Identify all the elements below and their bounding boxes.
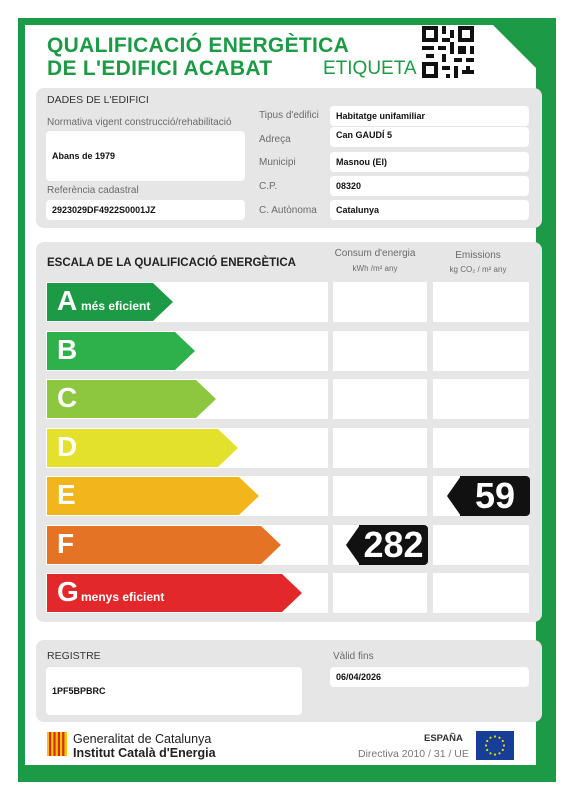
directive-label: Directiva 2010 / 31 / UE [358, 748, 469, 760]
valid-label: Vàlid fins [333, 651, 374, 662]
label-type: ETIQUETA [323, 58, 417, 79]
energy-class-letter: G [57, 576, 79, 607]
energy-class-arrow-g [47, 574, 302, 612]
emissions-cell [433, 428, 529, 468]
title-line-2: DE L'EDIFICI ACABAT [47, 57, 273, 80]
energy-class-letter: A [57, 285, 78, 316]
org-line-2: Institut Català d'Energia [73, 746, 216, 760]
registre-label: REGISTRE [47, 650, 101, 662]
consumption-cell [333, 331, 427, 371]
energy-class-subtitle: més eficient [81, 299, 151, 313]
org-line-1: Generalitat de Catalunya [73, 732, 212, 746]
ref-label: Referència cadastral [47, 185, 139, 196]
energy-class-letter: C [57, 382, 78, 413]
emissions-indicator [447, 476, 530, 516]
building-section-title: DADES DE L'EDIFICI [47, 94, 149, 106]
ref-value: 2923029DF4922S0001JZ [46, 200, 245, 220]
field-value-comunitat: Catalunya [330, 200, 529, 220]
field-value-adreca: Can GAUDÍ 5 [330, 127, 529, 147]
consumption-cell [333, 428, 427, 468]
consumption-header-2: kWh /m² any [352, 264, 398, 273]
energy-class-subtitle: menys eficient [81, 590, 165, 604]
field-value-municipi: Masnou (El) [330, 152, 529, 172]
scale-title: ESCALA DE LA QUALIFICACIÓ ENERGÈTICA [47, 257, 296, 269]
consumption-indicator [346, 525, 428, 565]
energy-class-arrow-b [47, 332, 195, 370]
field-label-adreca: Adreça [259, 134, 291, 145]
consumption-cell [333, 379, 427, 419]
energy-class-arrow-c [47, 380, 216, 418]
energy-class-letter: F [57, 527, 75, 559]
consumption-cell [333, 282, 427, 322]
energy-class-arrow-f [47, 526, 281, 564]
valid-value: 06/04/2026 [330, 667, 529, 687]
normativa-label: Normativa vigent construcció/rehabilitació [47, 117, 232, 128]
generalitat-flag-icon [47, 732, 67, 756]
emissions-header-1: Emissions [455, 250, 501, 261]
field-value-cp: 08320 [330, 176, 529, 196]
field-label-comunitat: C. Autònoma [259, 205, 317, 216]
emissions-header-2: kg CO₂ / m² any [449, 265, 507, 274]
energy-class-arrow-e [47, 477, 259, 515]
energy-class-arrow-d [47, 429, 238, 467]
energy-class-letter: B [57, 333, 78, 365]
consumption-indicator-value: 282 [363, 523, 424, 565]
emissions-cell [433, 379, 529, 419]
field-value-tipus: Habitatge unifamiliar [330, 106, 529, 126]
eu-flag-icon [476, 731, 514, 760]
registre-value: 1PF5BPBRC [46, 667, 302, 715]
emissions-cell [433, 525, 529, 565]
title-line-1: QUALIFICACIÓ ENERGÈTICA [47, 34, 350, 57]
energy-class-letter: E [57, 479, 76, 510]
emissions-cell [433, 573, 529, 613]
normativa-value: Abans de 1979 [46, 131, 245, 181]
consumption-cell [333, 476, 427, 516]
energy-class-letter: D [57, 430, 78, 462]
field-label-cp: C.P. [259, 181, 278, 192]
field-label-municipi: Municipi [259, 157, 296, 168]
emissions-cell [433, 331, 529, 371]
energy-class-arrow-a [47, 283, 173, 321]
consumption-cell [333, 573, 427, 613]
consumption-header-1: Consum d'energia [334, 248, 416, 259]
emissions-indicator-value: 59 [474, 475, 516, 516]
qr-code-icon [422, 26, 474, 78]
country-label: ESPAÑA [424, 733, 463, 744]
emissions-cell [433, 282, 529, 322]
field-label-tipus: Tipus d'edifici [259, 110, 319, 121]
corner-flourish [486, 18, 546, 78]
